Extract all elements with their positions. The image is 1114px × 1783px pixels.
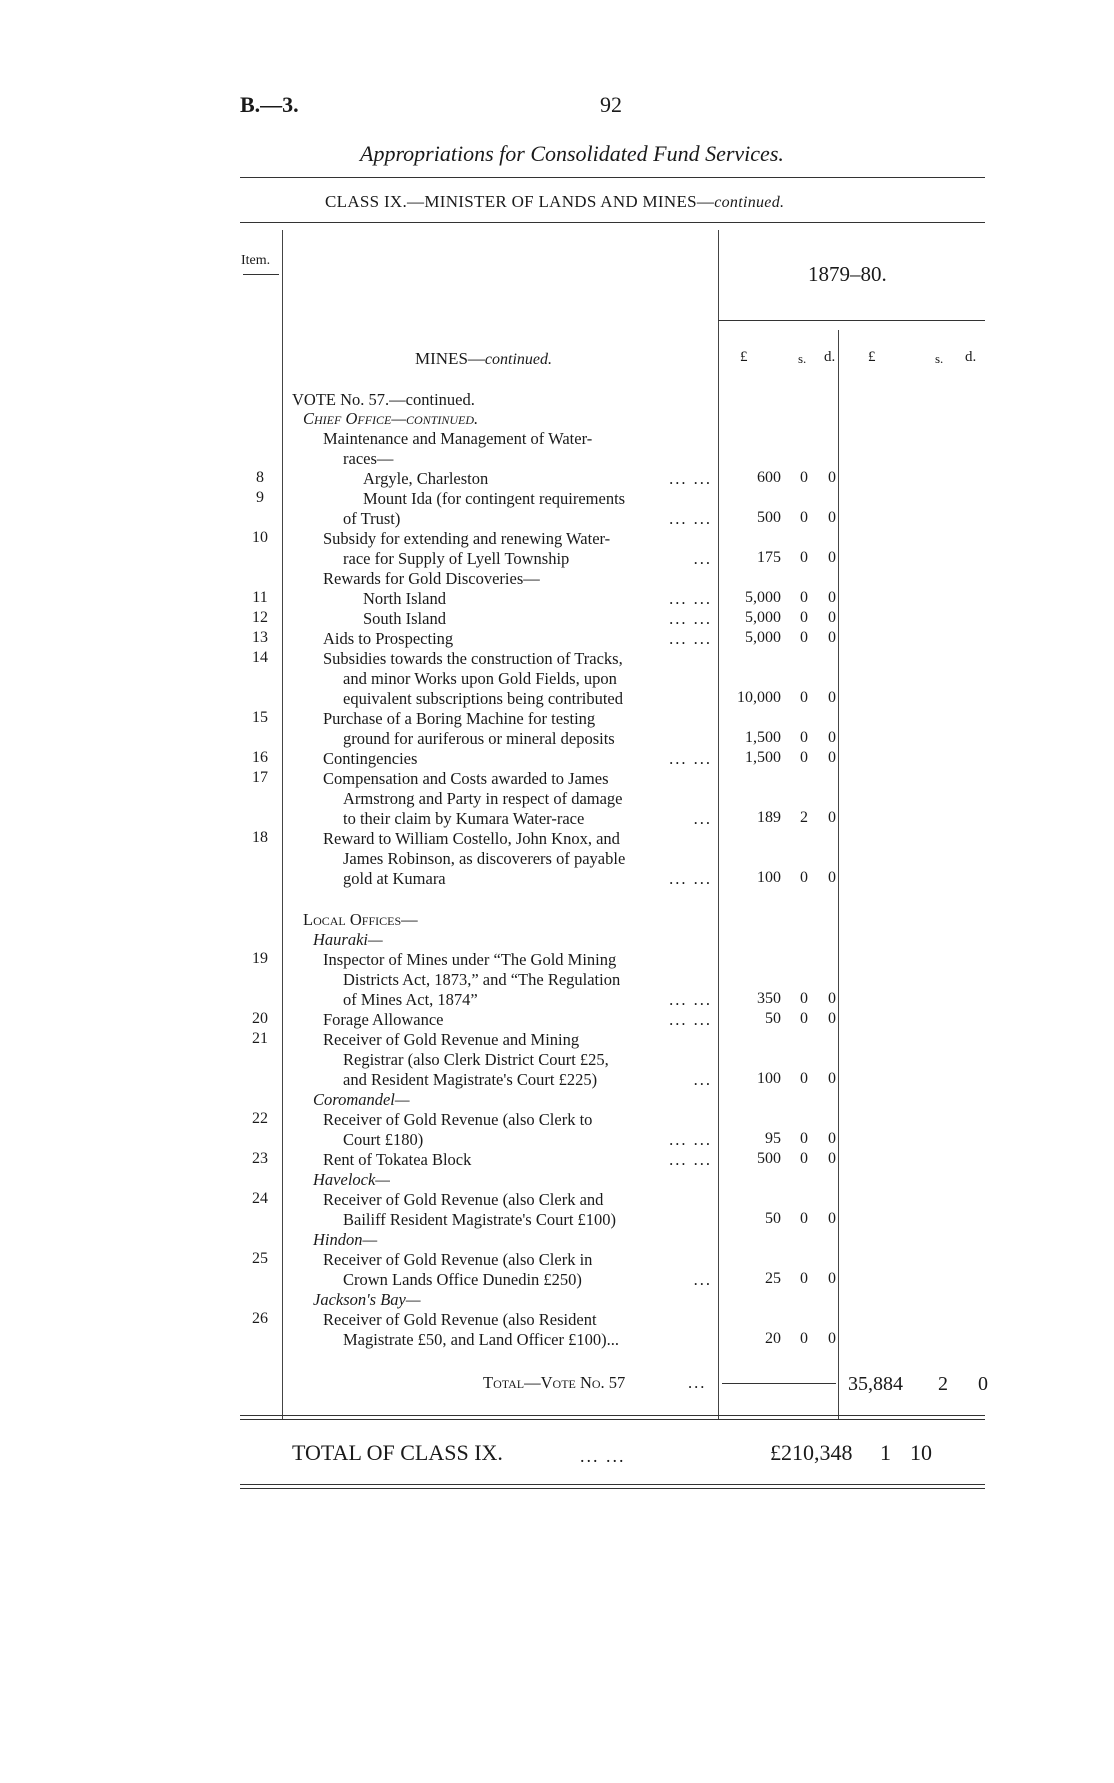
item-description: Court £180) <box>343 1130 424 1149</box>
item-description: Forage Allowance <box>323 1010 444 1029</box>
item-description: ground for auriferous or mineral deposits <box>343 729 615 748</box>
amount-pounds: 175 <box>757 549 781 566</box>
section-heading: MINES—continued. <box>415 349 552 368</box>
item-number: 14 <box>252 649 268 666</box>
item-description: Subsidy for extending and renewing Water- <box>323 529 611 548</box>
amount-pence: 0 <box>828 629 836 646</box>
item-header-underline <box>243 274 279 275</box>
amount-pence: 0 <box>828 729 836 746</box>
item-description: Inspector of Mines under “The Gold Mining <box>323 950 617 969</box>
item-number: 9 <box>256 489 264 506</box>
amount-pence: 0 <box>828 549 836 566</box>
leader-dots: ... ... <box>669 1010 712 1029</box>
vote-total-shillings: 2 <box>938 1373 948 1395</box>
amount-shillings: 0 <box>800 749 808 766</box>
item-description: Purchase of a Boring Machine for testing <box>323 709 596 728</box>
item-description: Compensation and Costs awarded to James <box>323 769 609 788</box>
amount-pounds: 1,500 <box>745 729 781 746</box>
item-description: Armstrong and Party in respect of damage <box>343 789 623 808</box>
bottom-rule-2 <box>240 1419 985 1420</box>
item-description: South Island <box>363 609 446 628</box>
amount-pence: 0 <box>828 1210 836 1227</box>
amount-shillings: 0 <box>800 609 808 626</box>
amount-pounds: 100 <box>757 869 781 886</box>
amount-pence: 0 <box>828 469 836 486</box>
amount-shillings: 0 <box>800 729 808 746</box>
amount-pounds: 350 <box>757 990 781 1007</box>
item-description: Rent of Tokatea Block <box>323 1150 472 1169</box>
amount-shillings: 0 <box>800 1010 808 1027</box>
amount-pounds: 500 <box>757 509 781 526</box>
item-description: Reward to William Costello, John Knox, and <box>323 829 620 848</box>
leader-dots: ... ... <box>669 629 712 648</box>
item-number: 12 <box>252 609 268 626</box>
item-description: gold at Kumara <box>343 869 446 888</box>
item-description: Registrar (also Clerk District Court £25, <box>343 1050 609 1069</box>
amount-pounds: 5,000 <box>745 589 781 606</box>
shilling-header-2: s. <box>935 351 944 366</box>
local-offices-heading: Local Offices— <box>303 910 418 929</box>
amount-shillings: 0 <box>800 589 808 606</box>
amount-shillings: 0 <box>800 1210 808 1227</box>
item-number: 19 <box>252 950 268 967</box>
year-header: 1879–80. <box>808 262 887 286</box>
pence-header-2: d. <box>965 349 977 365</box>
pence-header: d. <box>824 349 836 365</box>
final-rule-1 <box>240 1484 985 1485</box>
class-total-shillings: 1 <box>880 1440 891 1465</box>
item-description: race for Supply of Lyell Township <box>343 549 570 568</box>
amount-pounds: 95 <box>765 1130 781 1147</box>
pound-header: £ <box>740 349 748 365</box>
class-total-label: TOTAL OF CLASS IX. <box>292 1440 503 1465</box>
item-description: Crown Lands Office Dunedin £250) <box>343 1270 582 1289</box>
amount-pounds: 10,000 <box>737 689 781 706</box>
leader-dots: ... ... <box>669 589 712 608</box>
place-hauraki: Hauraki— <box>313 930 383 949</box>
amount-pounds: 50 <box>765 1010 781 1027</box>
class-total-amount: £210,348 <box>770 1440 853 1465</box>
item-description: Aids to Prospecting <box>323 629 454 648</box>
amount-pence: 0 <box>828 1070 836 1087</box>
place-hindon: Hindon— <box>313 1230 378 1249</box>
vote-total-dots: ... <box>688 1373 707 1392</box>
year-underline <box>718 320 985 321</box>
amount-pounds: 100 <box>757 1070 781 1087</box>
amount-pence: 0 <box>828 589 836 606</box>
vote-heading: VOTE No. 57.—continued. <box>292 390 475 409</box>
top-rule <box>240 177 985 178</box>
page-title: Appropriations for Consolidated Fund Services. <box>360 141 784 166</box>
amount-pence: 0 <box>828 609 836 626</box>
bottom-rule-1 <box>240 1415 985 1416</box>
amount-pence: 0 <box>828 509 836 526</box>
table-top-rule <box>240 222 985 223</box>
leader-dots: ... <box>693 809 712 828</box>
amount-pence: 0 <box>828 749 836 766</box>
vote-total-pounds: 35,884 <box>848 1373 903 1395</box>
item-number: 10 <box>252 529 268 546</box>
amount-pence: 0 <box>828 869 836 886</box>
amount-pounds: 189 <box>757 809 781 826</box>
item-description: James Robinson, as discoverers of payable <box>343 849 626 868</box>
vote-total-pence: 0 <box>978 1373 988 1395</box>
amount-pence: 0 <box>828 1130 836 1147</box>
maintenance-heading-2: races— <box>343 449 394 468</box>
item-number: 26 <box>252 1310 268 1327</box>
item-description: Mount Ida (for contingent requirements <box>363 489 626 508</box>
maintenance-heading: Maintenance and Management of Water- <box>323 429 593 448</box>
amount-shillings: 0 <box>800 1150 808 1167</box>
item-description: Districts Act, 1873,” and “The Regulation <box>343 970 621 989</box>
amount-shillings: 0 <box>800 549 808 566</box>
place-jacksons-bay: Jackson's Bay— <box>313 1290 421 1309</box>
amount-pounds: 25 <box>765 1270 781 1287</box>
rewards-heading: Rewards for Gold Discoveries— <box>323 569 540 588</box>
amount-pence: 0 <box>828 990 836 1007</box>
amount-shillings: 0 <box>800 1130 808 1147</box>
class-title: CLASS IX.—MINISTER OF LANDS AND MINES—continued. <box>325 192 785 211</box>
item-description: Argyle, Charleston <box>363 469 489 488</box>
shilling-header: s. <box>798 351 807 366</box>
amount-pence: 0 <box>828 1150 836 1167</box>
amount-pounds: 50 <box>765 1210 781 1227</box>
item-description: Receiver of Gold Revenue (also Clerk and <box>323 1190 604 1209</box>
leader-dots: ... <box>693 1070 712 1089</box>
amount-pence: 0 <box>828 1010 836 1027</box>
leader-dots: ... ... <box>669 509 712 528</box>
document-ref: B.—3. <box>240 92 299 117</box>
leader-dots: ... ... <box>669 609 712 628</box>
leader-dots: ... ... <box>669 1150 712 1169</box>
class-total-dots: ... ... <box>580 1446 626 1466</box>
item-description: Bailiff Resident Magistrate's Court £100) <box>343 1210 617 1229</box>
place-coromandel: Coromandel— <box>313 1090 410 1109</box>
item-description: Receiver of Gold Revenue (also Clerk to <box>323 1110 593 1129</box>
item-number: 13 <box>252 629 268 646</box>
item-description: of Trust) <box>343 509 401 528</box>
leader-dots: ... ... <box>669 469 712 488</box>
item-description: and minor Works upon Gold Fields, upon <box>343 669 617 688</box>
amount-shillings: 0 <box>800 990 808 1007</box>
amount-shillings: 0 <box>800 509 808 526</box>
class-total-pence: 10 <box>910 1440 932 1465</box>
amount-pounds: 5,000 <box>745 629 781 646</box>
page-number: 92 <box>600 92 622 117</box>
amount-shillings: 0 <box>800 629 808 646</box>
item-number: 25 <box>252 1250 268 1267</box>
item-number: 17 <box>252 769 268 786</box>
vote-total-label: Total—Vote No. 57 <box>483 1373 626 1392</box>
chief-office-heading: Chief Office—continued. <box>303 409 479 428</box>
amount-pounds: 20 <box>765 1330 781 1347</box>
amount-shillings: 0 <box>800 1270 808 1287</box>
item-number: 23 <box>252 1150 268 1167</box>
item-description: Contingencies <box>323 749 418 768</box>
amount-pounds: 600 <box>757 469 781 486</box>
amount-shillings: 0 <box>800 1330 808 1347</box>
vote-total-rule <box>722 1383 836 1384</box>
item-number: 18 <box>252 829 268 846</box>
leader-dots: ... ... <box>669 749 712 768</box>
item-number: 16 <box>252 749 268 766</box>
item-description: to their claim by Kumara Water-race <box>343 809 585 828</box>
item-description: North Island <box>363 589 446 608</box>
item-description: equivalent subscriptions being contributed <box>343 689 623 708</box>
item-number: 15 <box>252 709 268 726</box>
item-description: and Resident Magistrate's Court £225) <box>343 1070 598 1089</box>
amount-shillings: 0 <box>800 1070 808 1087</box>
item-number: 24 <box>252 1190 268 1207</box>
final-rule-2 <box>240 1488 985 1489</box>
amount-pence: 0 <box>828 689 836 706</box>
item-description: Receiver of Gold Revenue and Mining <box>323 1030 580 1049</box>
leader-dots: ... <box>693 549 712 568</box>
amount-pence: 0 <box>828 809 836 826</box>
place-havelock: Havelock— <box>313 1170 390 1189</box>
amount-pounds: 5,000 <box>745 609 781 626</box>
amount-shillings: 0 <box>800 469 808 486</box>
leader-dots: ... ... <box>669 990 712 1009</box>
item-number: 8 <box>256 469 264 486</box>
leader-dots: ... ... <box>669 1130 712 1149</box>
item-column-header: Item. <box>241 253 271 268</box>
item-number: 20 <box>252 1010 268 1027</box>
pound-header-2: £ <box>868 349 876 365</box>
item-description: of Mines Act, 1874” <box>343 990 478 1009</box>
amount-pounds: 500 <box>757 1150 781 1167</box>
item-number: 22 <box>252 1110 268 1127</box>
amount-pence: 0 <box>828 1270 836 1287</box>
amount-pounds: 1,500 <box>745 749 781 766</box>
item-description: Subsidies towards the construction of Tracks, <box>323 649 623 668</box>
amount-shillings: 0 <box>800 869 808 886</box>
amount-shillings: 2 <box>800 809 808 826</box>
leader-dots: ... <box>693 1270 712 1289</box>
item-description: Receiver of Gold Revenue (also Clerk in <box>323 1250 593 1269</box>
item-description: Magistrate £50, and Land Officer £100)... <box>343 1330 619 1349</box>
item-description: Receiver of Gold Revenue (also Resident <box>323 1310 597 1329</box>
amount-pence: 0 <box>828 1330 836 1347</box>
amount-shillings: 0 <box>800 689 808 706</box>
item-column-divider <box>282 230 283 1420</box>
leader-dots: ... ... <box>669 869 712 888</box>
amount-column-divider <box>718 230 719 1420</box>
item-number: 21 <box>252 1030 268 1047</box>
item-number: 11 <box>252 589 268 606</box>
subtotal-column-divider <box>838 330 839 1420</box>
